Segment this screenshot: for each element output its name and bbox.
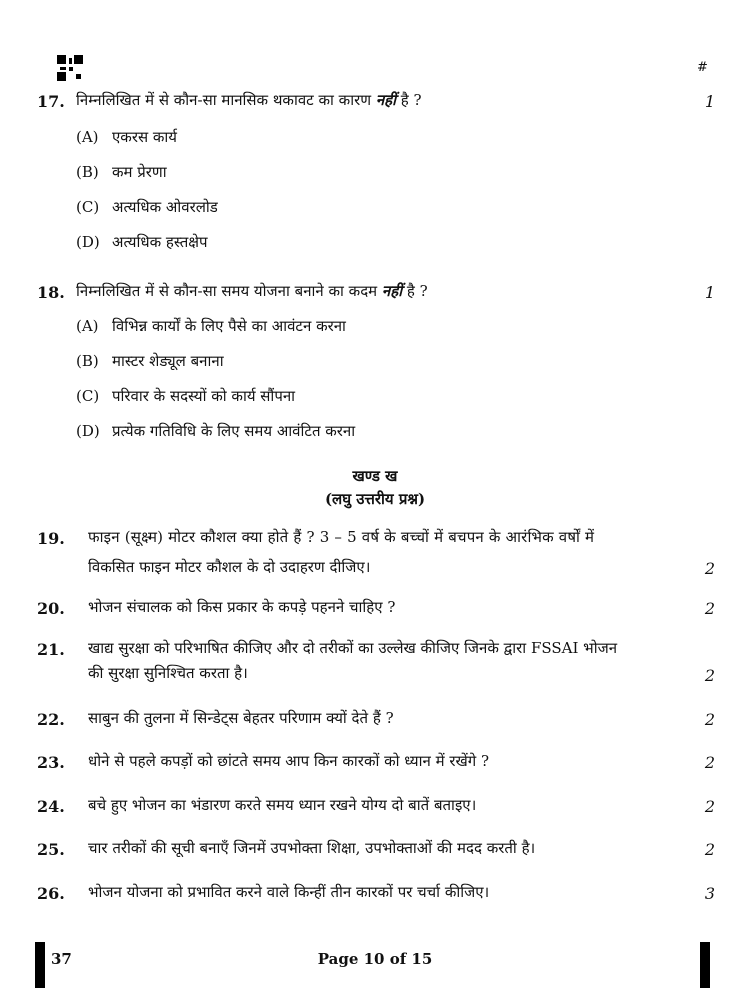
option: (D) अत्यधिक हस्तक्षेप <box>76 233 208 251</box>
question-text: धोने से पहले कपड़ों को छांटते समय आप किन कारकों को ध्यान में रखेंगे ? <box>88 752 490 770</box>
qr-code-icon <box>57 55 83 81</box>
question-marks: 2 <box>704 753 715 772</box>
question-marks: 1 <box>704 283 715 302</box>
question-text: साबुन की तुलना में सिन्डेट्स बेहतर परिणाम क्यों देते हैं ? <box>88 709 394 727</box>
question-text: भोजन संचालक को किस प्रकार के कपड़े पहनने चाहिए ? <box>88 598 396 616</box>
footer-right-bar <box>700 942 710 988</box>
question-marks: 1 <box>704 92 715 111</box>
question-text: चार तरीकों की सूची बनाएँ जिनमें उपभोक्ता शिक्षा, उपभोक्ताओं की मदद करती है। <box>88 839 536 857</box>
question-marks: 2 <box>704 710 715 729</box>
question-text: निम्नलिखित में से कौन-सा मानसिक थकावट का कारण नहीं है ? <box>76 91 422 109</box>
option: (C) अत्यधिक ओवरलोड <box>76 198 218 216</box>
question-marks: 2 <box>704 797 715 816</box>
question-text: भोजन योजना को प्रभावित करने वाले किन्हीं तीन कारकों पर चर्चा कीजिए। <box>88 883 490 901</box>
question-marks: 2 <box>704 666 715 685</box>
question-text: निम्नलिखित में से कौन-सा समय योजना बनाने का कदम नहीं है ? <box>76 282 428 300</box>
option: (A) एकरस कार्य <box>76 128 177 146</box>
page-number: Page 10 of 15 <box>317 950 433 968</box>
option: (D) प्रत्येक गतिविधि के लिए समय आवंटित करना <box>76 422 356 440</box>
section-title: खण्ड ख <box>352 467 398 485</box>
emphasis-text: नहीं <box>381 282 403 300</box>
question-text-continued: की सुरक्षा सुनिश्चित करता है। <box>88 664 248 682</box>
question-number: 22. <box>37 710 65 729</box>
option: (B) मास्टर शेड्यूल बनाना <box>76 352 224 370</box>
question-marks: 2 <box>704 840 715 859</box>
question-number: 21. <box>37 640 65 659</box>
question-text: फाइन (सूक्ष्म) मोटर कौशल क्या होते हैं ? 3 – 5 वर्ष के बच्चों में बचपन के आरंभिक वर्षों में <box>88 528 595 546</box>
option: (B) कम प्रेरणा <box>76 163 167 181</box>
question-text: बचे हुए भोजन का भंडारण करते समय ध्यान रखने योग्य दो बातें बताइए। <box>88 796 477 814</box>
question-number: 18. <box>37 283 65 302</box>
section-subtitle: (लघु उत्तरीय प्रश्न) <box>324 490 426 508</box>
page-hash-mark: # <box>697 60 708 75</box>
option: (A) विभिन्न कार्यों के लिए पैसे का आवंटन करना <box>76 317 346 335</box>
question-number: 19. <box>37 529 65 548</box>
question-text-continued: विकसित फाइन मोटर कौशल के दो उदाहरण दीजिए। <box>88 558 371 576</box>
emphasis-text: नहीं <box>375 91 397 109</box>
question-marks: 2 <box>704 559 715 578</box>
question-number: 24. <box>37 797 65 816</box>
question-number: 17. <box>37 92 65 111</box>
option: (C) परिवार के सदस्यों को कार्य सौंपना <box>76 387 296 405</box>
question-number: 20. <box>37 599 65 618</box>
footer-code: 37 <box>51 950 72 968</box>
question-number: 25. <box>37 840 65 859</box>
question-number: 23. <box>37 753 65 772</box>
question-text: खाद्य सुरक्षा को परिभाषित कीजिए और दो तरीकों का उल्लेख कीजिए जिनके द्वारा FSSAI भोजन <box>88 639 618 657</box>
question-marks: 2 <box>704 599 715 618</box>
question-marks: 3 <box>704 884 715 903</box>
question-number: 26. <box>37 884 65 903</box>
